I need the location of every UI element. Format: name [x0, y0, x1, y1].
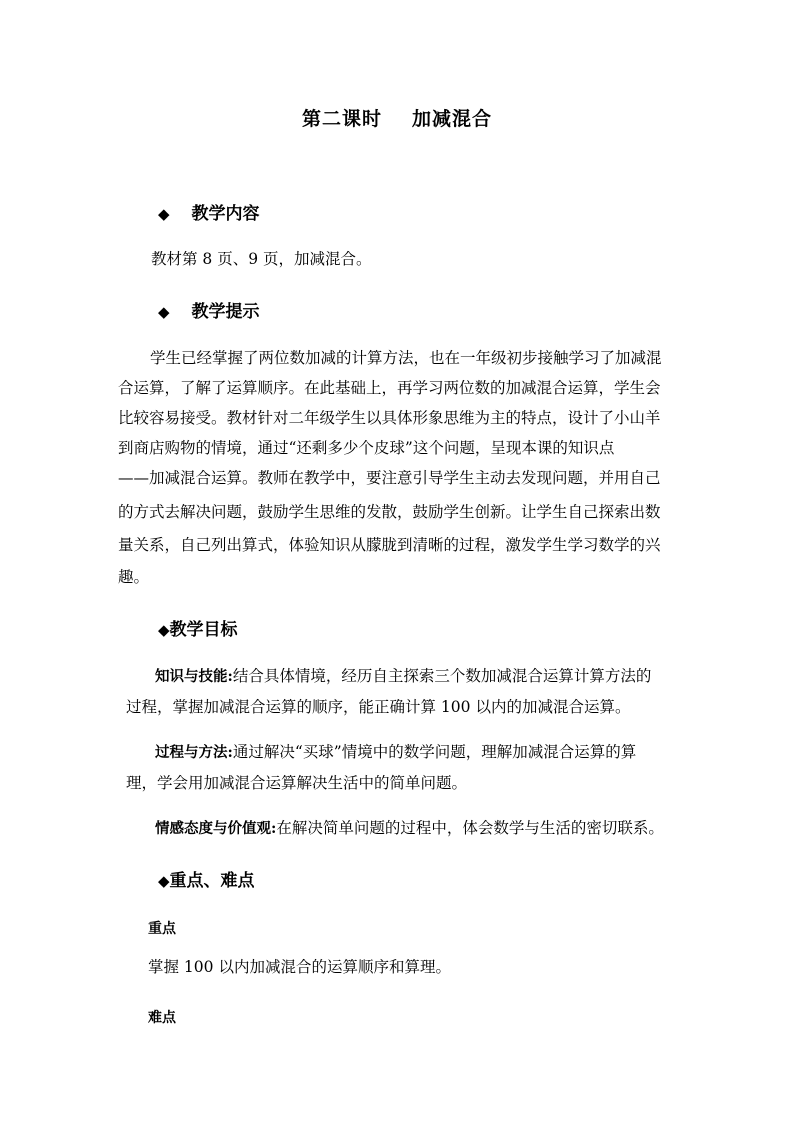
tips-line-7: 量关系，自己列出算式，体验知识从朦胧到清晰的过程，激发学生学习数学的兴 [118, 536, 661, 554]
content-text: 教材第 8 页、9 页，加减混合。 [151, 250, 372, 268]
diamond-bullet-icon: ◆ [158, 205, 170, 223]
goal-knowledge-line-2: 过程，掌握加减混合运算的顺序，能正确计算 100 以内的加减混合运算。 [126, 698, 631, 716]
goal-knowledge-label: 知识与技能: [155, 668, 233, 685]
title-lesson: 第二课时 [301, 108, 382, 130]
heading-label: 教学提示 [191, 302, 260, 322]
goal-emotion-text: 在解决简单问题的过程中，体会数学与生活的密切联系。 [276, 819, 664, 837]
heading-label: 教学内容 [191, 204, 260, 224]
goal-knowledge-text: 结合具体情境，经历自主探索三个数加减混合运算计算方法的 [232, 667, 652, 685]
heading-key-difficult-points [158, 866, 255, 891]
goal-process-label: 过程与方法: [155, 744, 233, 761]
key-point-label: 重点 [148, 921, 176, 937]
diamond-bullet-icon: ◆ [158, 872, 170, 890]
tips-line-5: ——加减混合运算。教师在教学中，要注意引导学生主动去发现问题，并用自己 [118, 469, 661, 487]
heading-teaching-tips [158, 297, 260, 322]
heading-label: 重点、难点 [169, 871, 255, 891]
heading-teaching-goals [158, 615, 238, 640]
diamond-bullet-icon: ◆ [158, 303, 170, 321]
heading-label: 教学目标 [169, 620, 238, 640]
tips-line-8: 趣。 [118, 568, 150, 586]
heading-teaching-content [158, 199, 260, 224]
tips-line-4: 到商店购物的情境，通过“还剩多少个皮球”这个问题，呈现本课的知识点 [118, 439, 615, 457]
title-topic: 加减混合 [412, 108, 493, 130]
goal-process-text: 通过解决“买球”情境中的数学问题，理解加减混合运算的算 [232, 743, 637, 761]
key-point-text: 掌握 100 以内加减混合的运算顺序和算理。 [148, 958, 451, 976]
tips-line-2: 合运算，了解了运算顺序。在此基础上，再学习两位数的加减混合运算，学生会 [118, 379, 661, 397]
goal-emotion-line-1 [155, 813, 664, 844]
goal-process-line-2: 理，学会用加减混合运算解决生活中的简单问题。 [126, 774, 468, 792]
goal-knowledge-line-1 [155, 661, 651, 692]
difficult-point-label: 难点 [148, 1010, 176, 1026]
tips-line-3: 比较容易接受。教材针对二年级学生以具体形象思维为主的特点，设计了小山羊 [118, 409, 661, 427]
goal-process-line-1 [155, 737, 636, 768]
page-title [0, 104, 794, 131]
tips-line-6: 的方式去解决问题，鼓励学生思维的发散，鼓励学生创新。让学生自己探索出数 [118, 503, 661, 521]
goal-emotion-label: 情感态度与价值观: [155, 820, 277, 837]
tips-line-1: 学生已经掌握了两位数加减的计算方法，也在一年级初步接触学习了加减混 [150, 349, 662, 367]
diamond-bullet-icon: ◆ [158, 621, 170, 639]
